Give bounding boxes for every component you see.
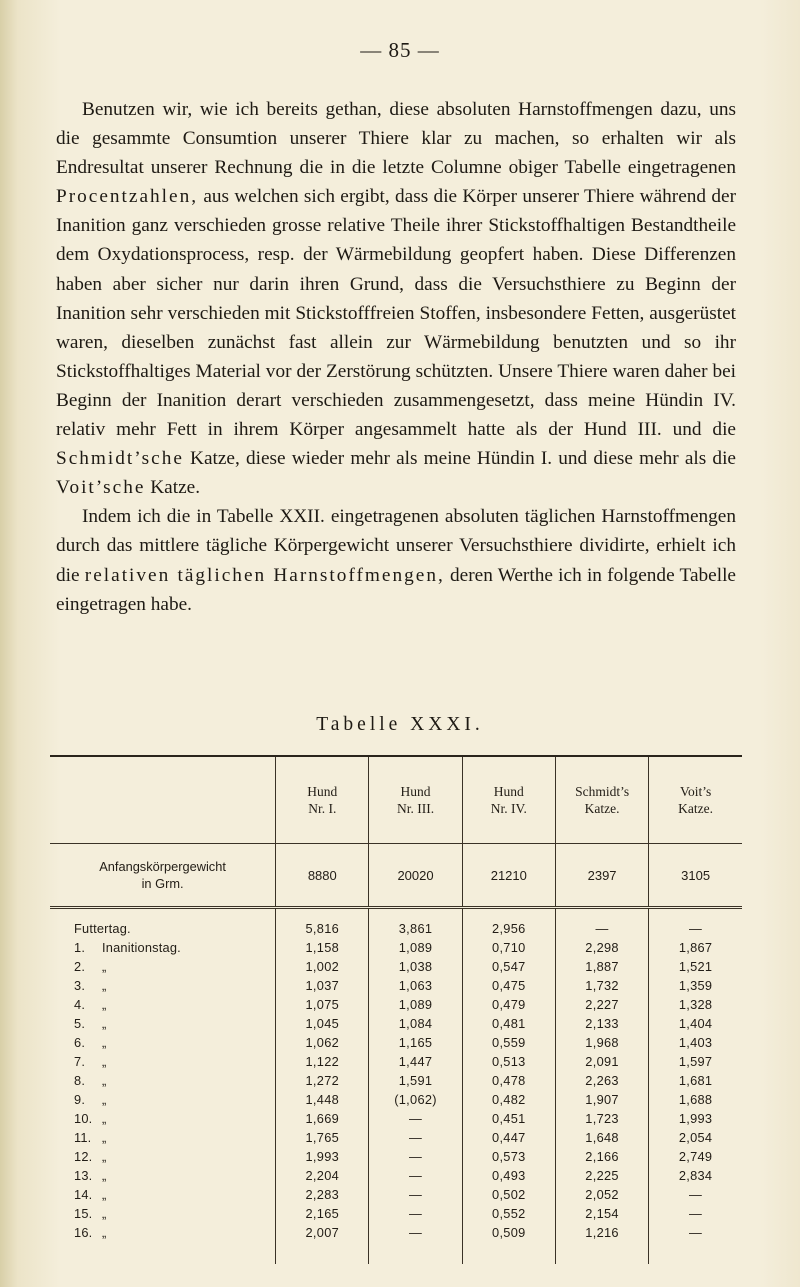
table-cell: 2,283 [276,1185,369,1204]
row-label [50,1166,276,1185]
table-cell: — [649,908,742,939]
column-header [555,757,648,844]
table-cell: 0,547 [462,957,555,976]
row-label [50,1052,276,1071]
table-row [50,938,742,957]
table-cell: 1,002 [276,957,369,976]
table-cell: — [369,1185,462,1204]
row-number: 4. [74,997,86,1012]
table-cell: 1,404 [649,1014,742,1033]
data-table [50,757,742,1264]
row-label [50,976,276,995]
table-cell: 0,475 [462,976,555,995]
table-row [50,1147,742,1166]
table-cell: 2,956 [462,908,555,939]
paragraph-text: Benutzen wir, wie ich bereits gethan, diese absoluten Harnstoffmengen dazu, uns die gesammte Consumtion unserer Thiere klar zu machen, so erhalten wir als Endresultat unserer Rechnung die in die letzte Columne obiger Tabelle eingetragenen [56,99,736,179]
table-row [50,908,742,939]
table-cell: 2,227 [555,995,648,1014]
table-cell: 2,749 [649,1147,742,1166]
table-row [50,995,742,1014]
table-cell: (1,062) [369,1090,462,1109]
table-row [50,1090,742,1109]
table-cell: 1,765 [276,1128,369,1147]
row-number: 7. [74,1054,86,1069]
table-cell: 1,038 [369,957,462,976]
row-label-text: „ [102,1225,107,1240]
table-cell: — [369,1147,462,1166]
table-cell: 1,063 [369,976,462,995]
emphasized-text: Voit’sche [56,477,146,499]
row-label-text: „ [102,1054,107,1069]
row-label-text: „ [102,978,107,993]
row-number: 11. [74,1130,92,1145]
table-cell: 0,447 [462,1128,555,1147]
row-label-text: „ [102,1187,107,1202]
column-header [276,757,369,844]
table-cell: 2,133 [555,1014,648,1033]
row-label [50,1185,276,1204]
column-header-line2: Nr. III. [396,801,435,816]
row-number: 5. [74,1016,86,1031]
table-cell: 1,272 [276,1071,369,1090]
column-header [649,757,742,844]
table-row [50,1071,742,1090]
table-cell: 0,482 [462,1090,555,1109]
table-row [50,1185,742,1204]
table-cell: — [369,1109,462,1128]
table-cell: — [649,1185,742,1204]
row-label [50,1014,276,1033]
header-label-cell [50,757,276,844]
table-cell: 1,591 [369,1071,462,1090]
row-number: 16. [74,1225,93,1240]
table-cell: 5,816 [276,908,369,939]
table-cell: 1,597 [649,1052,742,1071]
table-cell: 2,166 [555,1147,648,1166]
table-cell: — [369,1223,462,1264]
row-label-text: Futtertag. [74,921,131,936]
column-header-line2: Nr. I. [308,801,337,816]
table-cell: 1,447 [369,1052,462,1071]
row-label [50,1147,276,1166]
row-label-text: „ [102,1168,107,1183]
table-title [0,714,800,736]
row-label [50,995,276,1014]
column-header [462,757,555,844]
table-cell: 0,573 [462,1147,555,1166]
table-cell: 2,225 [555,1166,648,1185]
table-cell: 1,993 [649,1109,742,1128]
row-number: 2. [74,959,86,974]
table-cell: 1,669 [276,1109,369,1128]
paragraph [56,502,736,618]
row-number: 12. [74,1149,93,1164]
table-row [50,1052,742,1071]
table-cell: 2,054 [649,1128,742,1147]
row-number: 9. [74,1092,86,1107]
table-cell: 3,861 [369,908,462,939]
column-header-line1: Voit’s [679,784,712,799]
row-label-text: Inanitionstag. [102,940,181,955]
table-cell: 2,154 [555,1204,648,1223]
table-cell: 1,448 [276,1090,369,1109]
table-cell: 0,451 [462,1109,555,1128]
table-row [50,1014,742,1033]
page-number: — 85 — [360,38,440,62]
table-row [50,957,742,976]
table-row [50,1033,742,1052]
table-cell: 1,648 [555,1128,648,1147]
emphasized-text: Schmidt’sche [56,448,184,470]
table-cell: 2,834 [649,1166,742,1185]
table-cell: 2,007 [276,1223,369,1264]
table-cell: 1,089 [369,938,462,957]
paragraph [56,95,736,502]
table-cell: 1,403 [649,1033,742,1052]
table-cell: — [649,1204,742,1223]
row-label [50,1223,276,1264]
table-cell: 1,993 [276,1147,369,1166]
paragraph-text: aus welchen sich ergibt, dass die Körper unserer Thiere während der Inanition ganz verschieden grosse relative Theile ihrer Stickstoffhaltigen Bestandtheile dem Oxydationsprocess, resp. der Wärmebildung geopfert haben. Diese Differenzen haben aber sicher nur darin ihren Grund, dass die Versuchsthiere zu Beginn der Inanition sehr verschieden mit Stickstofffreien Stoffen, insbesondere Fetten, ausgerüstet waren, dieselben zunächst fast allein zur Wärmebildung benutzten und so ihr Stickstoffhaltiges Material vor der Zerstörung schützten. Unsere Thiere waren daher bei Beginn der Inanition derart verschieden zusammengesetzt, dass meine Hündin IV. relativ mehr Fett in ihrem Körper angesammelt hatte als der Hund III. und die [56,186,736,441]
column-header-line1: Hund [493,784,524,799]
table-header-row [50,757,742,844]
data-table-wrapper [50,755,742,1264]
table-cell: 0,493 [462,1166,555,1185]
row-label [50,1033,276,1052]
row-label [50,957,276,976]
weight-row [50,844,742,908]
row-number: 13. [74,1168,93,1183]
table-cell: — [369,1166,462,1185]
table-cell: 1,887 [555,957,648,976]
column-header-line1: Schmidt’s [575,784,630,799]
table-cell: 2,165 [276,1204,369,1223]
row-number: 14. [74,1187,93,1202]
table-row [50,1109,742,1128]
table-cell: 1,688 [649,1090,742,1109]
paragraph-text: Katze. [145,477,201,499]
table-cell: 2,052 [555,1185,648,1204]
row-label [50,1128,276,1147]
table-cell: 1,359 [649,976,742,995]
column-header-line1: Hund [307,784,338,799]
table-cell: 1,732 [555,976,648,995]
row-label-text: „ [102,1073,107,1088]
row-label [50,938,276,957]
table-cell: 1,075 [276,995,369,1014]
row-label-text: „ [102,1206,107,1221]
table-cell: 1,165 [369,1033,462,1052]
row-number: 15. [74,1206,93,1221]
weight-value: 20020 [369,844,462,908]
paragraph-text: Katze, diese wieder mehr als meine Hündin I. und diese mehr als die [183,448,736,470]
emphasized-text: relativen täglichen Harnstoffmengen, [84,564,445,586]
table-cell: 2,091 [555,1052,648,1071]
row-label [50,1204,276,1223]
table-cell: 0,479 [462,995,555,1014]
column-header-line2: Katze. [584,801,620,816]
table-cell: 1,681 [649,1071,742,1090]
table-cell: 1,089 [369,995,462,1014]
table-cell: 1,062 [276,1033,369,1052]
table-cell: 0,559 [462,1033,555,1052]
weight-value: 3105 [649,844,742,908]
table-cell: 0,509 [462,1223,555,1264]
row-label-text: „ [102,997,107,1012]
row-label-text: „ [102,1092,107,1107]
table-cell: 1,867 [649,938,742,957]
row-number: 1. [74,940,86,955]
table-cell: 0,710 [462,938,555,957]
column-header [369,757,462,844]
row-label-text: „ [102,1130,107,1145]
table-cell: 1,045 [276,1014,369,1033]
weight-label-line2: in Grm. [141,876,184,891]
table-cell: — [369,1128,462,1147]
row-label-text: „ [102,1111,107,1126]
table-row [50,1128,742,1147]
table-cell: 1,122 [276,1052,369,1071]
row-label-text: „ [102,959,107,974]
table-cell: 1,216 [555,1223,648,1264]
table-cell: 2,263 [555,1071,648,1090]
table-cell: 2,298 [555,938,648,957]
row-label-text: „ [102,1035,107,1050]
row-label [50,1109,276,1128]
table-cell: 0,481 [462,1014,555,1033]
weight-value: 8880 [276,844,369,908]
row-number: 8. [74,1073,86,1088]
table-cell: 1,907 [555,1090,648,1109]
row-number: 3. [74,978,86,993]
row-number: 10. [74,1111,93,1126]
weight-label-cell [50,844,276,908]
table-cell: 1,968 [555,1033,648,1052]
table-cell: — [649,1223,742,1264]
table-cell: 1,037 [276,976,369,995]
column-header-line1: Hund [400,784,431,799]
table-row [50,976,742,995]
table-row [50,1223,742,1264]
table-cell: — [369,1204,462,1223]
table-cell: 0,513 [462,1052,555,1071]
weight-value: 2397 [555,844,648,908]
row-label [50,1071,276,1090]
table-cell: 0,502 [462,1185,555,1204]
table-cell: — [555,908,648,939]
row-label [50,908,276,939]
paragraph-text: deren Werthe ich in folgende Tabelle eingetragen habe. [56,564,736,615]
table-cell: 2,204 [276,1166,369,1185]
table-cell: 1,723 [555,1109,648,1128]
row-label [50,1090,276,1109]
body-text [56,95,736,619]
table-cell: 1,521 [649,957,742,976]
table-row [50,1166,742,1185]
table-cell: 0,552 [462,1204,555,1223]
row-label-text: „ [102,1149,107,1164]
column-header-line2: Nr. IV. [490,801,527,816]
table-cell: 0,478 [462,1071,555,1090]
row-number: 6. [74,1035,86,1050]
table-cell: 1,328 [649,995,742,1014]
weight-label-line1: Anfangskörpergewicht [99,859,226,874]
paragraph-text: Indem ich die in Tabelle XXII. eingetragenen absoluten täglichen Harnstoffmengen durch das mittlere tägliche Körpergewicht unserer Versuchsthiere dividirte, erhielt ich die [56,506,736,586]
table-title-text: Tabelle XXXI. [316,714,484,735]
column-header-line2: Katze. [678,801,714,816]
table-cell: 1,084 [369,1014,462,1033]
emphasized-text: Procentzahlen, [56,186,199,208]
table-cell: 1,158 [276,938,369,957]
row-label-text: „ [102,1016,107,1031]
weight-value: 21210 [462,844,555,908]
table-row [50,1204,742,1223]
